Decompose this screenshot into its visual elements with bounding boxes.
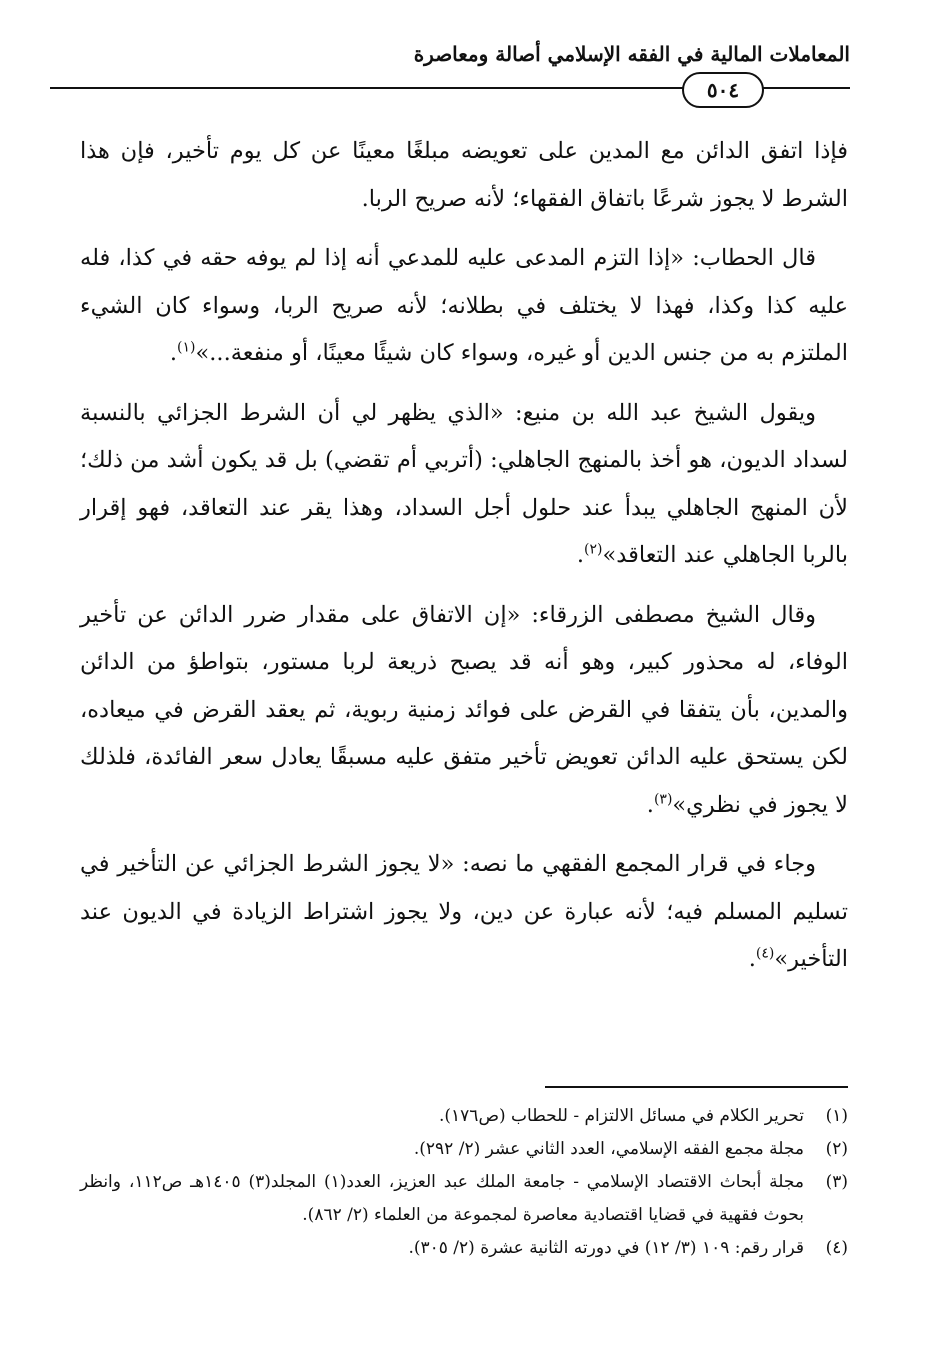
- footnote-text: مجلة أبحاث الاقتصاد الإسلامي - جامعة الملك عبد العزيز، العدد(١) المجلد(٣) ١٤٠٥هـ ص١١٢، وانظر بحوث فقهية في قضايا اقتصادية معاصرة لمجموعة من العلماء (٢/ ٨٦٢).: [80, 1172, 804, 1225]
- footnote-ref-3: (٣): [653, 791, 673, 807]
- paragraph-3: ويقول الشيخ عبد الله بن منيع: «الذي يظهر لي أن الشرط الجزائي بالنسبة لسداد الديون، هو أخذ بالمنهج الجاهلي: (أتربي أم تقضي) بل قد يكون أشد من ذلك؛ لأن المنهج الجاهلي يبدأ عند حلول أجل السداد، وهذا يقر عند التعاقد، فهو إقرار بالربا الجاهلي عند التعاقد»$^{(٢)}$.: [80, 399, 848, 568]
- footnote-number: (٢): [825, 1139, 848, 1159]
- paragraph-2: قال الحطاب: «إذا التزم المدعى عليه للمدعي أنه إذا لم يوفه حقه في كذا، فله عليه كذا وكذا، فهذا لا يختلف في بطلانه؛ لأنه صريح الربا، وسواء كان الشيء الملتزم به من جنس الدين أو غيره، وسواء كان شيئًا معينًا، أو منفعة...»$^{(١)}$.: [80, 245, 848, 366]
- paragraph-1: فإذا اتفق الدائن مع المدين على تعويضه مبلغًا معينًا عن كل يوم تأخير، فإن هذا الشرط لا يجوز شرعًا باتفاق الفقهاء؛ لأنه صريح الربا.: [80, 138, 848, 212]
- footnotes: [80, 1100, 848, 1265]
- footnote-separator: [545, 1086, 848, 1088]
- footnote-text: تحرير الكلام في مسائل الالتزام - للحطاب (ص١٧٦).: [439, 1106, 804, 1126]
- footnote-number: (٣): [825, 1172, 848, 1192]
- footnote-text: مجلة مجمع الفقه الإسلامي، العدد الثاني عشر (٢/ ٢٩٢).: [413, 1139, 804, 1159]
- paragraph-5: وجاء في قرار المجمع الفقهي ما نصه: «لا يجوز الشرط الجزائي عن التأخير في تسليم المسلم فيه؛ لأنه عبارة عن دين، ولا يجوز اشتراط الزيادة في الديون عند التأخير»$^{(٤)}$.: [80, 851, 848, 972]
- footnote-4: [80, 1232, 848, 1265]
- page-number: ٥٠٤: [682, 72, 764, 108]
- footnote-number: (٤): [825, 1238, 848, 1258]
- page-header: [50, 42, 850, 112]
- footnote-1: [80, 1100, 848, 1133]
- footnote-text: قرار رقم: ١٠٩ (٣/ ١٢) في دورته الثانية عشرة (٢/ ٣٠٥).: [408, 1238, 804, 1258]
- body-text: [80, 128, 848, 996]
- running-title: المعاملات المالية في الفقه الإسلامي أصالة ومعاصرة: [413, 42, 850, 66]
- footnote-ref-2: (٢): [584, 541, 603, 558]
- footnote-ref-4: (٤): [755, 945, 775, 962]
- footnote-ref-1: (١): [177, 339, 196, 356]
- footnote-2: [80, 1133, 848, 1166]
- footnote-3: [80, 1166, 848, 1232]
- paragraph-4: وقال الشيخ مصطفى الزرقاء: «إن الاتفاق على مقدار ضرر الدائن عن تأخير الوفاء، له محذور كبير، وهو أنه قد يصبح ذريعة لربا مستور، بتواطؤ من الدائن والمدين، بأن يتفقا في القرض على فوائد زمنية ربوية، ثم يعقد القرض في ميعاده، لكن يستحق عليه الدائن تعويض تأخير متفق عليه مسبقًا يعادل سعر الفائدة، فلذلك لا يجوز في نظري»$^{(٣)}$.: [80, 601, 848, 818]
- footnote-number: (١): [825, 1106, 848, 1126]
